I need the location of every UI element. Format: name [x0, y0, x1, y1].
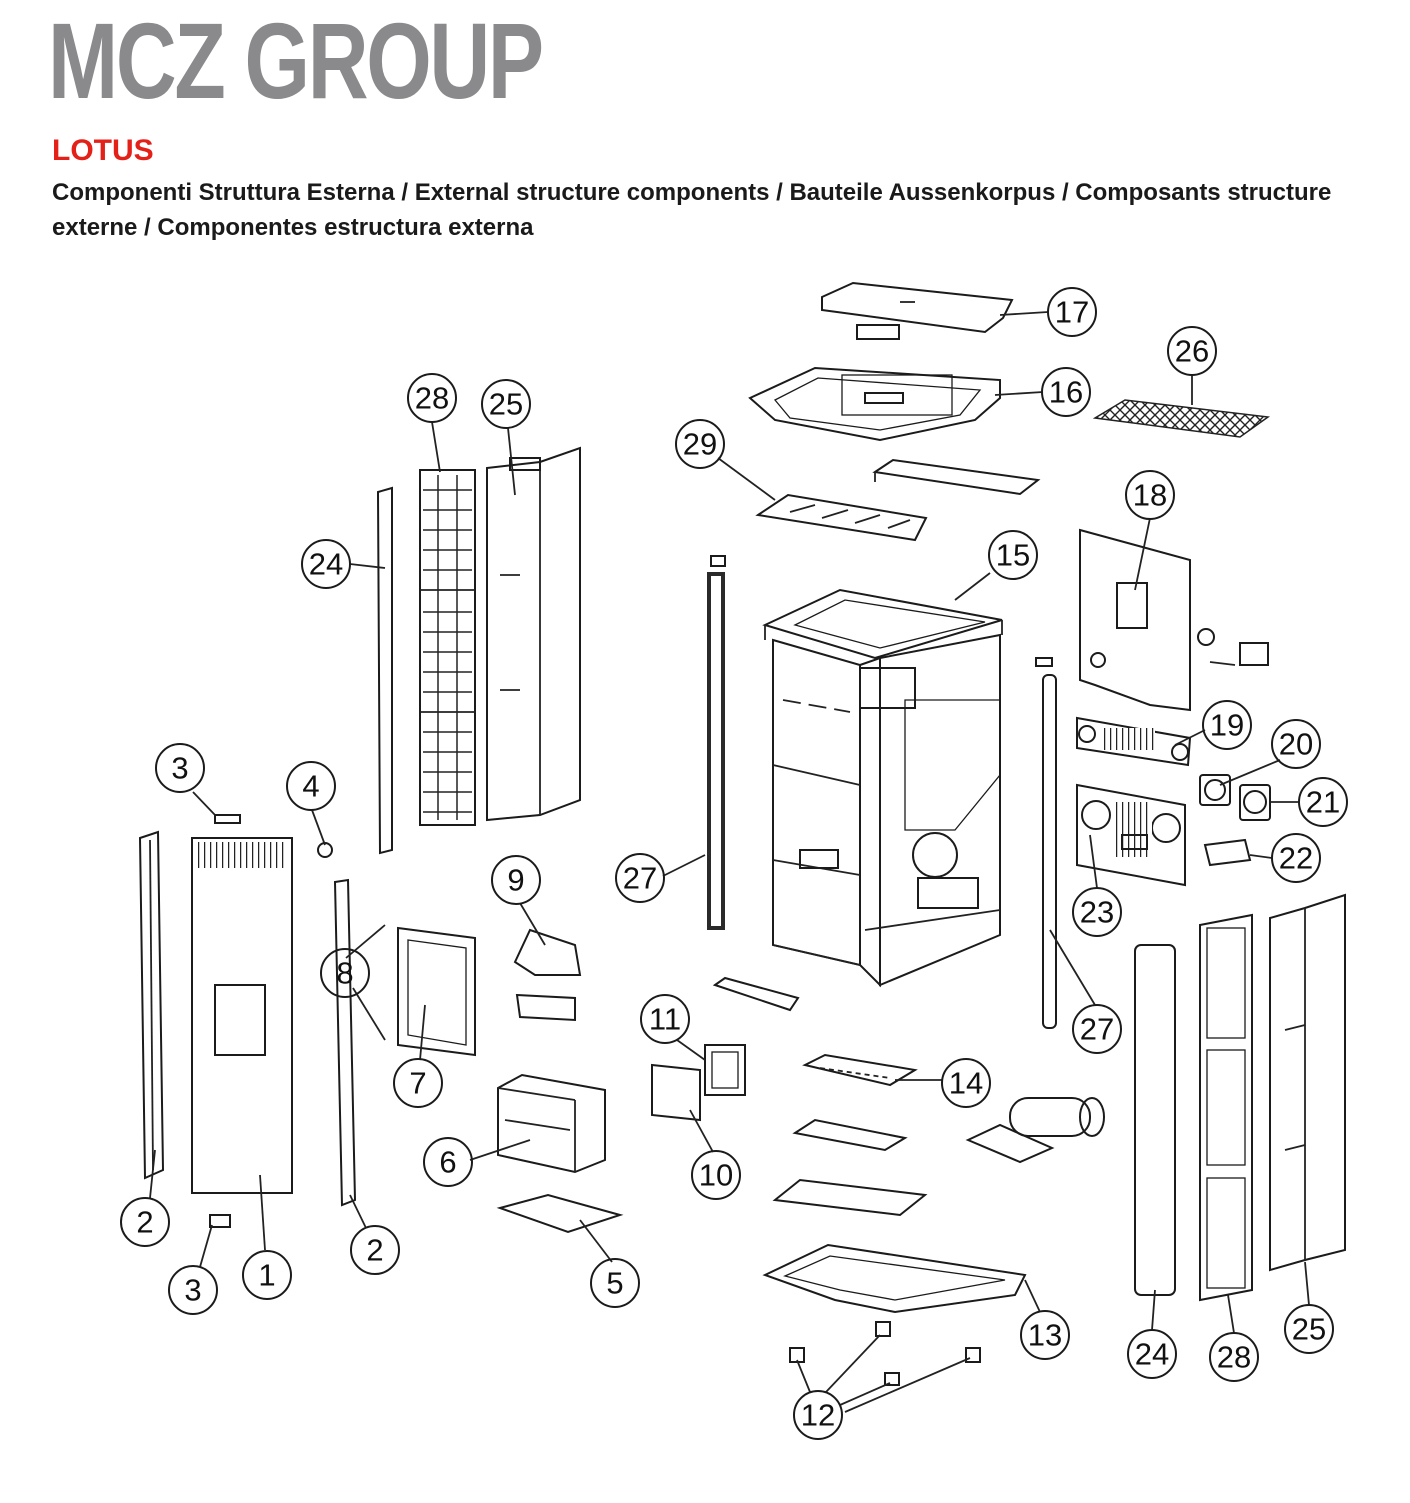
- part-2-left-profile: [140, 832, 163, 1178]
- svg-text:17: 17: [1054, 294, 1090, 330]
- callout-14: [942, 1059, 990, 1107]
- part-2-right-profile: [335, 880, 355, 1205]
- svg-text:10: 10: [698, 1157, 734, 1193]
- svg-text:29: 29: [682, 426, 718, 462]
- callout-12: [794, 1391, 842, 1439]
- svg-text:12: 12: [800, 1397, 836, 1433]
- callout-2-left: [121, 1198, 169, 1246]
- svg-text:1: 1: [258, 1257, 276, 1293]
- part-6-box: [498, 1075, 605, 1172]
- part-26-mesh: [1095, 400, 1268, 437]
- callout-13: [1021, 1311, 1069, 1359]
- callout-9: [492, 856, 540, 904]
- svg-text:7: 7: [409, 1065, 427, 1101]
- callout-2-right: [351, 1226, 399, 1274]
- callout-27-left: [616, 854, 664, 902]
- svg-text:6: 6: [439, 1144, 457, 1180]
- part-20-gasket: [1200, 775, 1230, 805]
- brand-logo: MCZ GROUP: [48, 0, 542, 121]
- part-7-glass-door: [398, 928, 475, 1055]
- svg-text:11: 11: [648, 1001, 682, 1037]
- svg-text:25: 25: [1291, 1311, 1327, 1347]
- svg-text:23: 23: [1079, 894, 1115, 930]
- callout-29: [676, 420, 724, 468]
- callout-25-top: [482, 380, 530, 428]
- part-16-top-frame: [750, 368, 1000, 440]
- svg-text:18: 18: [1132, 477, 1168, 513]
- part-27-right-rail: [1036, 658, 1056, 1028]
- callout-3-top: [156, 744, 204, 792]
- svg-text:5: 5: [606, 1265, 624, 1301]
- svg-text:14: 14: [948, 1065, 984, 1101]
- svg-text:24: 24: [308, 546, 344, 582]
- callout-20: [1272, 720, 1320, 768]
- callout-15: [989, 531, 1037, 579]
- callout-27-right: [1073, 1005, 1121, 1053]
- svg-text:19: 19: [1209, 707, 1245, 743]
- callout-28-bottom: [1210, 1333, 1258, 1381]
- callout-7: [394, 1059, 442, 1107]
- svg-text:3: 3: [184, 1272, 202, 1308]
- callout-26: [1168, 327, 1216, 375]
- callout-24-bottom: [1128, 1330, 1176, 1378]
- svg-text:2: 2: [136, 1204, 154, 1240]
- svg-text:20: 20: [1278, 726, 1314, 762]
- callout-16: [1042, 368, 1090, 416]
- callout-28-top: [408, 374, 456, 422]
- part-13-base-frame: [765, 1245, 1025, 1312]
- svg-text:24: 24: [1134, 1336, 1170, 1372]
- callout-4: [287, 762, 335, 810]
- part-3-hinge-top: [215, 815, 240, 823]
- svg-text:9: 9: [507, 862, 525, 898]
- part-5-tray: [500, 1195, 620, 1232]
- part-9-components: [515, 930, 580, 1020]
- callout-5: [591, 1259, 639, 1307]
- callout-18: [1126, 471, 1174, 519]
- diagram-subtitle: Componenti Struttura Esterna / External structure components / Bauteile Aussenkorpus / Composants structure externe / Componentes estructura externa: [52, 179, 1332, 241]
- part-15-main-body: [765, 590, 1002, 985]
- svg-text:4: 4: [302, 768, 320, 804]
- part-1-front-panel: [192, 838, 292, 1193]
- callout-21: [1299, 778, 1347, 826]
- part-11-gasket: [705, 1045, 745, 1095]
- callout-1: [243, 1251, 291, 1299]
- part-10-plate: [652, 1065, 700, 1120]
- part-17-top-cover: [822, 283, 1012, 339]
- part-bracket-top: [875, 460, 1038, 494]
- svg-text:28: 28: [414, 380, 450, 416]
- svg-text:27: 27: [622, 860, 658, 896]
- part-bracket-14a: [795, 1120, 905, 1150]
- part-24-left-strip: [378, 488, 392, 853]
- part-24-right-strip: [1135, 945, 1175, 1295]
- part-25-left-panel: [487, 448, 580, 820]
- callout-19: [1203, 701, 1251, 749]
- part-29-plate: [758, 495, 926, 540]
- part-21-gasket: [1240, 785, 1270, 820]
- part-22-plate: [1205, 840, 1250, 865]
- part-25-right-panel: [1270, 895, 1345, 1270]
- svg-text:25: 25: [488, 386, 524, 422]
- svg-text:8: 8: [336, 955, 354, 991]
- callout-25-bottom: [1285, 1305, 1333, 1353]
- svg-text:26: 26: [1174, 333, 1210, 369]
- svg-text:21: 21: [1305, 784, 1341, 820]
- callout-17: [1048, 288, 1096, 336]
- svg-text:28: 28: [1216, 1339, 1252, 1375]
- part-4-clip: [318, 843, 332, 857]
- part-27-left-rail: [707, 556, 725, 930]
- svg-text:13: 13: [1027, 1317, 1063, 1353]
- callout-6: [424, 1138, 472, 1186]
- part-fan: [968, 1098, 1104, 1162]
- svg-text:27: 27: [1079, 1011, 1115, 1047]
- svg-text:2: 2: [366, 1232, 384, 1268]
- part-18-back-panel: [1080, 530, 1268, 710]
- part-19-grille: [1077, 718, 1190, 765]
- svg-text:22: 22: [1278, 840, 1314, 876]
- part-28-left-grille: [420, 470, 475, 825]
- callout-8: [321, 949, 369, 997]
- part-23-rear-grille: [1077, 785, 1185, 885]
- part-28-right-grille: [1200, 915, 1252, 1300]
- svg-text:3: 3: [171, 750, 189, 786]
- part-bracket-14b: [775, 1180, 925, 1215]
- callout-11: [641, 995, 689, 1043]
- callout-3-bottom: [169, 1266, 217, 1314]
- part-12-feet: [790, 1322, 980, 1385]
- part-bottom-bracket: [715, 978, 798, 1010]
- svg-text:15: 15: [995, 537, 1031, 573]
- callout-24-top: [302, 540, 350, 588]
- callout-22: [1272, 834, 1320, 882]
- part-3-hinge-bottom: [210, 1215, 230, 1227]
- model-name: LOTUS: [52, 134, 154, 167]
- callout-23: [1073, 888, 1121, 936]
- callout-10: [692, 1151, 740, 1199]
- svg-text:16: 16: [1048, 374, 1084, 410]
